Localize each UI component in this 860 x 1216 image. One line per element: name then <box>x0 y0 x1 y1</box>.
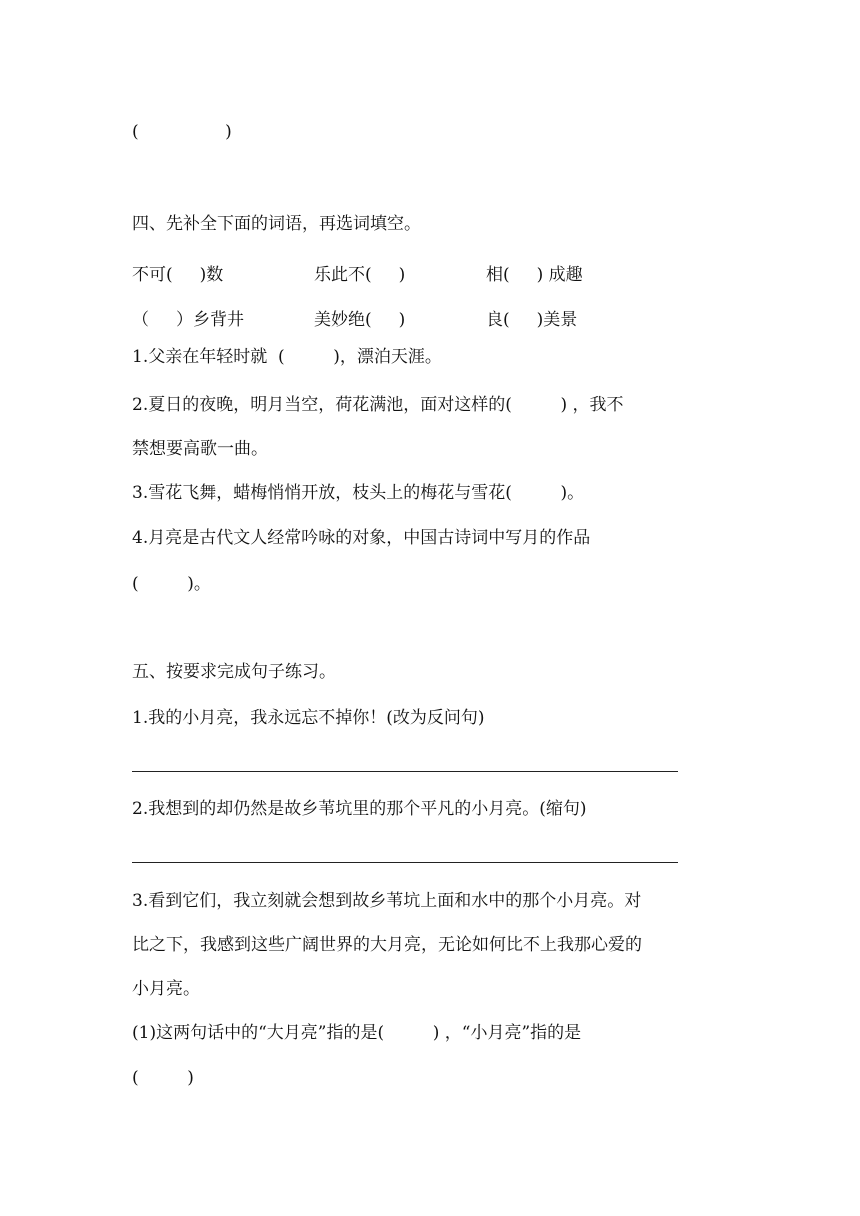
word-fill-1: 不可( )数 <box>132 265 224 285</box>
s5-question-2: 2.我想到的却仍然是故乡苇坑里的那个平凡的小月亮。(缩句) <box>132 799 587 819</box>
s5-subquestion-1-line-2: ( ) <box>132 1068 194 1088</box>
section-5-heading: 五、按要求完成句子练习。 <box>132 662 336 682</box>
word-fill-6: 良( )美景 <box>486 310 578 330</box>
answer-bracket: ( ) <box>132 122 232 142</box>
s4-question-4-line-2: ( )。 <box>132 574 211 594</box>
s5-question-3-line-1: 3.看到它们，我立刻就会想到故乡苇坑上面和水中的那个小月亮。对 <box>132 891 642 911</box>
s4-question-4-line-1: 4.月亮是古代文人经常吟咏的对象，中国古诗词中写月的作品 <box>132 528 591 548</box>
s5-subquestion-1-line-1: (1)这两句话中的“大月亮”指的是( ) ，“小月亮”指的是 <box>132 1023 582 1043</box>
answer-line-1[interactable] <box>132 771 678 772</box>
s4-question-2-line-1: 2.夏日的夜晚，明月当空，荷花满池，面对这样的( ) ，我不 <box>132 395 624 415</box>
word-fill-3: 相( ) 成趣 <box>486 265 583 285</box>
answer-line-2[interactable] <box>132 862 678 863</box>
word-fill-4: （ ）乡背井 <box>132 310 245 330</box>
word-fill-5: 美妙绝( ) <box>314 310 406 330</box>
word-fill-2: 乐此不( ) <box>314 265 406 285</box>
section-4-heading: 四、先补全下面的词语，再选词填空。 <box>132 214 421 234</box>
word-row-2 <box>132 305 732 330</box>
s4-question-3: 3.雪花飞舞，蜡梅悄悄开放，枝头上的梅花与雪花( )。 <box>132 483 585 503</box>
s4-question-2-line-2: 禁想要高歌一曲。 <box>132 439 268 459</box>
s4-question-1: 1.父亲在年轻时就 ( )，漂泊天涯。 <box>132 347 442 367</box>
word-row-1 <box>132 260 732 285</box>
s5-question-3-line-2: 比之下，我感到这些广阔世界的大月亮，无论如何比不上我那心爱的 <box>132 935 642 955</box>
s5-question-1: 1.我的小月亮，我永远忘不掉你！(改为反问句) <box>132 708 485 728</box>
s5-question-3-line-3: 小月亮。 <box>132 979 200 999</box>
